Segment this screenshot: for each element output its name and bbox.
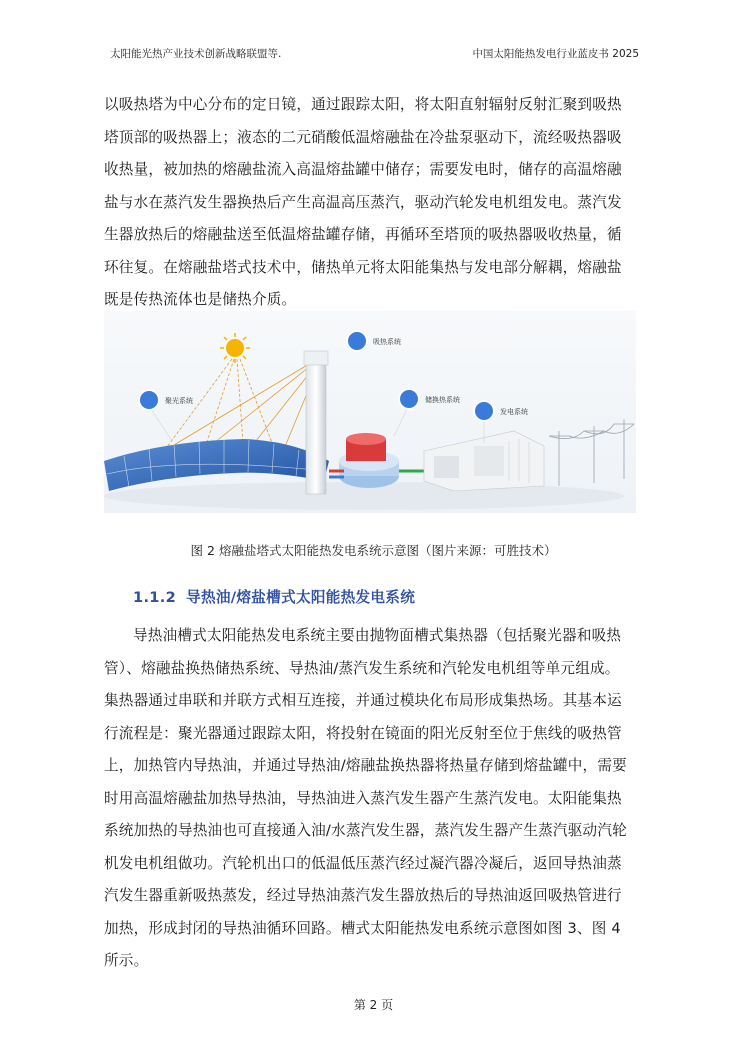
text-line: 汽发生器重新吸热蒸发，经过导热油蒸汽发生器放热后的导热油返回吸热管进行	[104, 887, 622, 904]
section-number: 1.1.2	[133, 589, 177, 606]
label-absorber-system	[347, 331, 401, 351]
text-line: 集热器通过串联和并联方式相互连接，并通过模块化布局形成集热场。其基本运	[104, 692, 622, 709]
label-concentrator-system	[139, 390, 193, 441]
tower-system-diagram	[104, 311, 636, 513]
storage-tanks	[329, 433, 424, 488]
label-concentrator-text: 聚光系统	[165, 397, 193, 405]
text-line: 塔顶部的吸热器上；液态的二元硝酸低温熔融盐在冷盐泵驱动下，流经吸热器吸	[104, 128, 622, 146]
label-power-text: 发电系统	[500, 408, 528, 416]
text-line: 以吸热塔为中心分布的定日镜，通过跟踪太阳，将太阳直射辐射反射汇聚到吸热	[104, 96, 622, 113]
absorber-icon	[347, 331, 367, 351]
text-line: 时用高温熔融盐加热导热油，导热油进入蒸汽发生器产生蒸汽发电。太阳能集热	[104, 789, 622, 807]
sun-icon	[220, 333, 250, 363]
figure-caption: 图 2 熔融盐塔式太阳能热发电系统示意图（图片来源：可胜技术）	[190, 543, 557, 558]
text-line: 导热油槽式太阳能热发电系统主要由抛物面槽式集热器（包括聚光器和吸热	[133, 627, 622, 644]
text-line: 机发电机组做功。汽轮机出口的低温低压蒸汽经过凝汽器冷凝后，返回导热油蒸	[104, 854, 622, 872]
text-line: 既是传热流体也是储热介质。	[104, 291, 297, 308]
text-line: 上，加热管内导热油，并通过导热油/熔融盐换热器将热量存储到熔盐罐中，需要	[104, 757, 627, 774]
text-line: 环往复。在熔融盐塔式技术中，储热单元将太阳能集热与发电部分解耦，熔融盐	[104, 258, 622, 276]
label-storage-system	[394, 389, 460, 436]
header-left-title: 太阳能光热产业技术创新战略联盟等.	[110, 48, 282, 60]
text-line: 所示。	[104, 952, 149, 969]
text-line: 行流程是：聚光器通过跟踪太阳，将投射在镜面的阳光反射至位于焦线的吸热管	[104, 724, 622, 742]
header-right-title: 中国太阳能热发电行业蓝皮书 2025	[472, 48, 639, 60]
text-line: 盐与水在蒸汽发生器换热后产生高温高压蒸汽，驱动汽轮发电机组发电。蒸汽发	[104, 193, 622, 211]
paragraph-trough-description	[104, 620, 644, 978]
section-title: 导热油/熔盐槽式太阳能热发电系统	[186, 589, 416, 606]
label-storage-text: 储换热系统	[425, 396, 460, 404]
text-line: 管）、熔融盐换热储热系统、导热油/蒸汽发生系统和汽轮发电机组等单元组成。	[104, 659, 620, 677]
concentrator-icon	[139, 390, 159, 410]
text-line: 生器放热后的熔融盐送至低温熔盐罐存储，再循环至塔顶的吸热器吸收热量，循	[104, 226, 622, 243]
page-number: 第 2 页	[353, 998, 394, 1012]
paragraph-tower-description	[104, 89, 644, 317]
text-line: 系统加热的导热油也可直接通入油/水蒸汽发生器，蒸汽发生器产生蒸汽驱动汽轮	[104, 822, 627, 839]
storage-icon	[399, 389, 419, 409]
label-absorber-text: 吸热系统	[373, 338, 401, 346]
power-icon	[474, 401, 494, 421]
text-line: 收热量，被加热的熔融盐流入高温熔盐罐中储存；需要发电时，储存的高温熔融	[104, 161, 622, 178]
transmission-towers	[549, 419, 634, 486]
receiver-tower	[304, 351, 328, 494]
section-heading	[133, 586, 415, 607]
text-line: 加热，形成封闭的导热油循环回路。槽式太阳能热发电系统示意图如图 3、图 4	[104, 919, 621, 937]
